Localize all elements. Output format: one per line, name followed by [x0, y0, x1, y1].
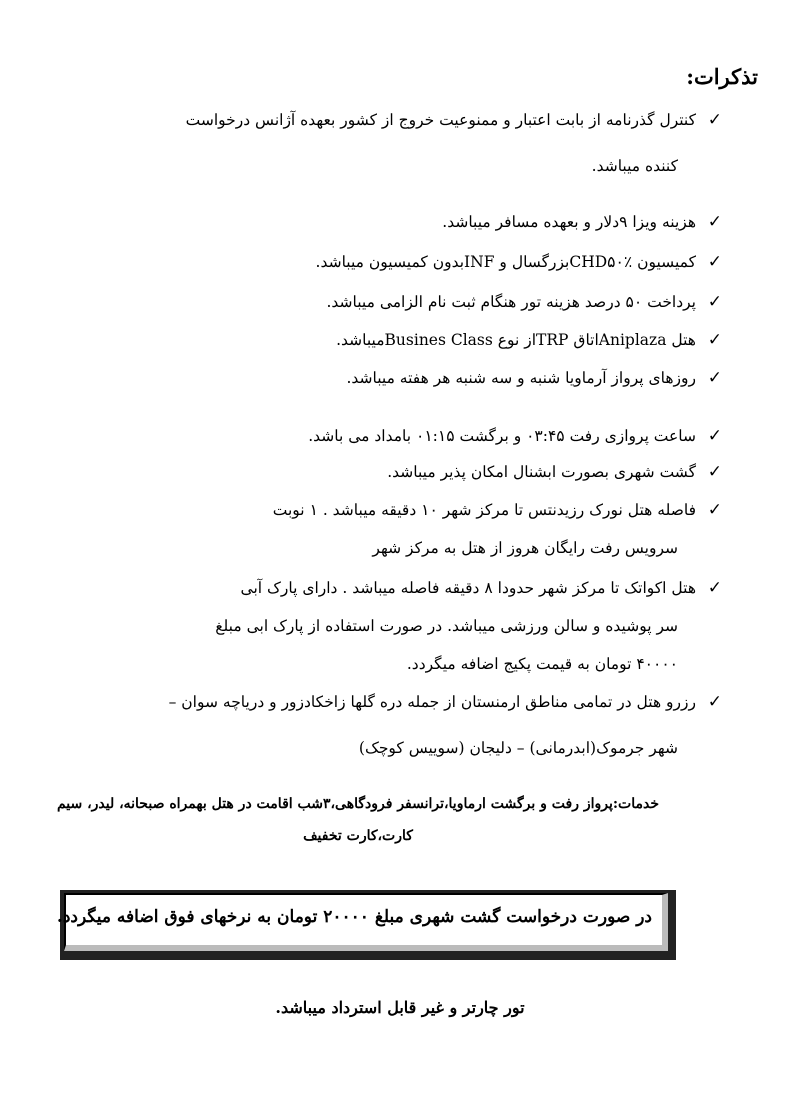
check-icon: ✓ [707, 110, 722, 130]
note-item: ساعت پروازی رفت ۰۳:۴۵ و برگشت ۰۱:۱۵ بامداد می باشد. [308, 427, 696, 445]
note-item-continuation: کننده میباشد. [591, 157, 678, 175]
services-line: خدمات:پرواز رفت و برگشت ارماویا،ترانسفر فرودگاهی،۳شب اقامت در هتل بهمراه صبحانه، لیدر، سیم [56, 796, 660, 812]
check-icon: ✓ [707, 252, 722, 272]
notes-title: تذکرات: [686, 64, 758, 89]
services-text [38, 788, 678, 852]
check-icon: ✓ [707, 692, 722, 712]
note-item: هزینه ویزا ۹دلار و بعهده مسافر میباشد. [442, 213, 696, 231]
check-icon: ✓ [707, 212, 722, 232]
note-item-continuation: سرویس رفت رایگان هروز از هتل به مرکز شهر [372, 539, 678, 557]
note-item: فاصله هتل نورک رزیدنتس تا مرکز شهر ۱۰ دقیقه میباشد . ۱ نوبت [272, 501, 696, 519]
note-item-continuation: سر پوشیده و سالن ورزشی میباشد. در صورت استفاده از پارک ابی مبلغ [215, 617, 678, 635]
check-icon: ✓ [707, 426, 722, 446]
note-item: پرداخت ۵۰ درصد هزینه تور هنگام ثبت نام الزامی میباشد. [326, 293, 696, 311]
note-item: هتل Aniplazaاتاق TRPاز نوع Busines Classمیباشد. [336, 331, 696, 349]
footer-note: تور چارتر و غیر قابل استرداد میباشد. [275, 998, 525, 1017]
note-item: گشت شهری بصورت ابشنال امکان پذیر میباشد. [387, 463, 696, 481]
services-line: کارت،کارت تخفیف [303, 828, 413, 844]
check-icon: ✓ [707, 578, 722, 598]
note-item: کمیسیون CHD۵۰٪بزرگسال و INFبدون کمیسیون میباشد. [315, 253, 696, 271]
note-item: روزهای پرواز آرماویا شنبه و سه شنبه هر هفته میباشد. [346, 369, 696, 387]
check-icon: ✓ [707, 368, 722, 388]
check-icon: ✓ [707, 462, 722, 482]
check-icon: ✓ [707, 500, 722, 520]
check-icon: ✓ [707, 330, 722, 350]
note-item-continuation: ۴۰۰۰۰ تومان به قیمت پکیج اضافه میگردد. [406, 655, 678, 673]
note-item: کنترل گذرنامه از بابت اعتبار و ممنوعیت خروج از کشور بعهده آژانس درخواست [185, 111, 696, 129]
note-item: رزرو هتل در تمامی مناطق ارمنستان از جمله دره گلها زاخکادزور و دریاچه سوان – [168, 693, 696, 711]
note-item: هتل اکواتک تا مرکز شهر حدودا ۸ دقیقه فاصله میباشد . دارای پارک آبی [240, 579, 696, 597]
notice-box [56, 893, 668, 951]
note-item-continuation: شهر جرموک(ابدرمانی) – دلیجان (سوییس کوچک) [358, 739, 678, 757]
notice-text: در صورت درخواست گشت شهری مبلغ ۲۰۰۰۰ تومان به نرخهای فوق اضافه میگردد. [56, 907, 652, 927]
check-icon: ✓ [707, 292, 722, 312]
